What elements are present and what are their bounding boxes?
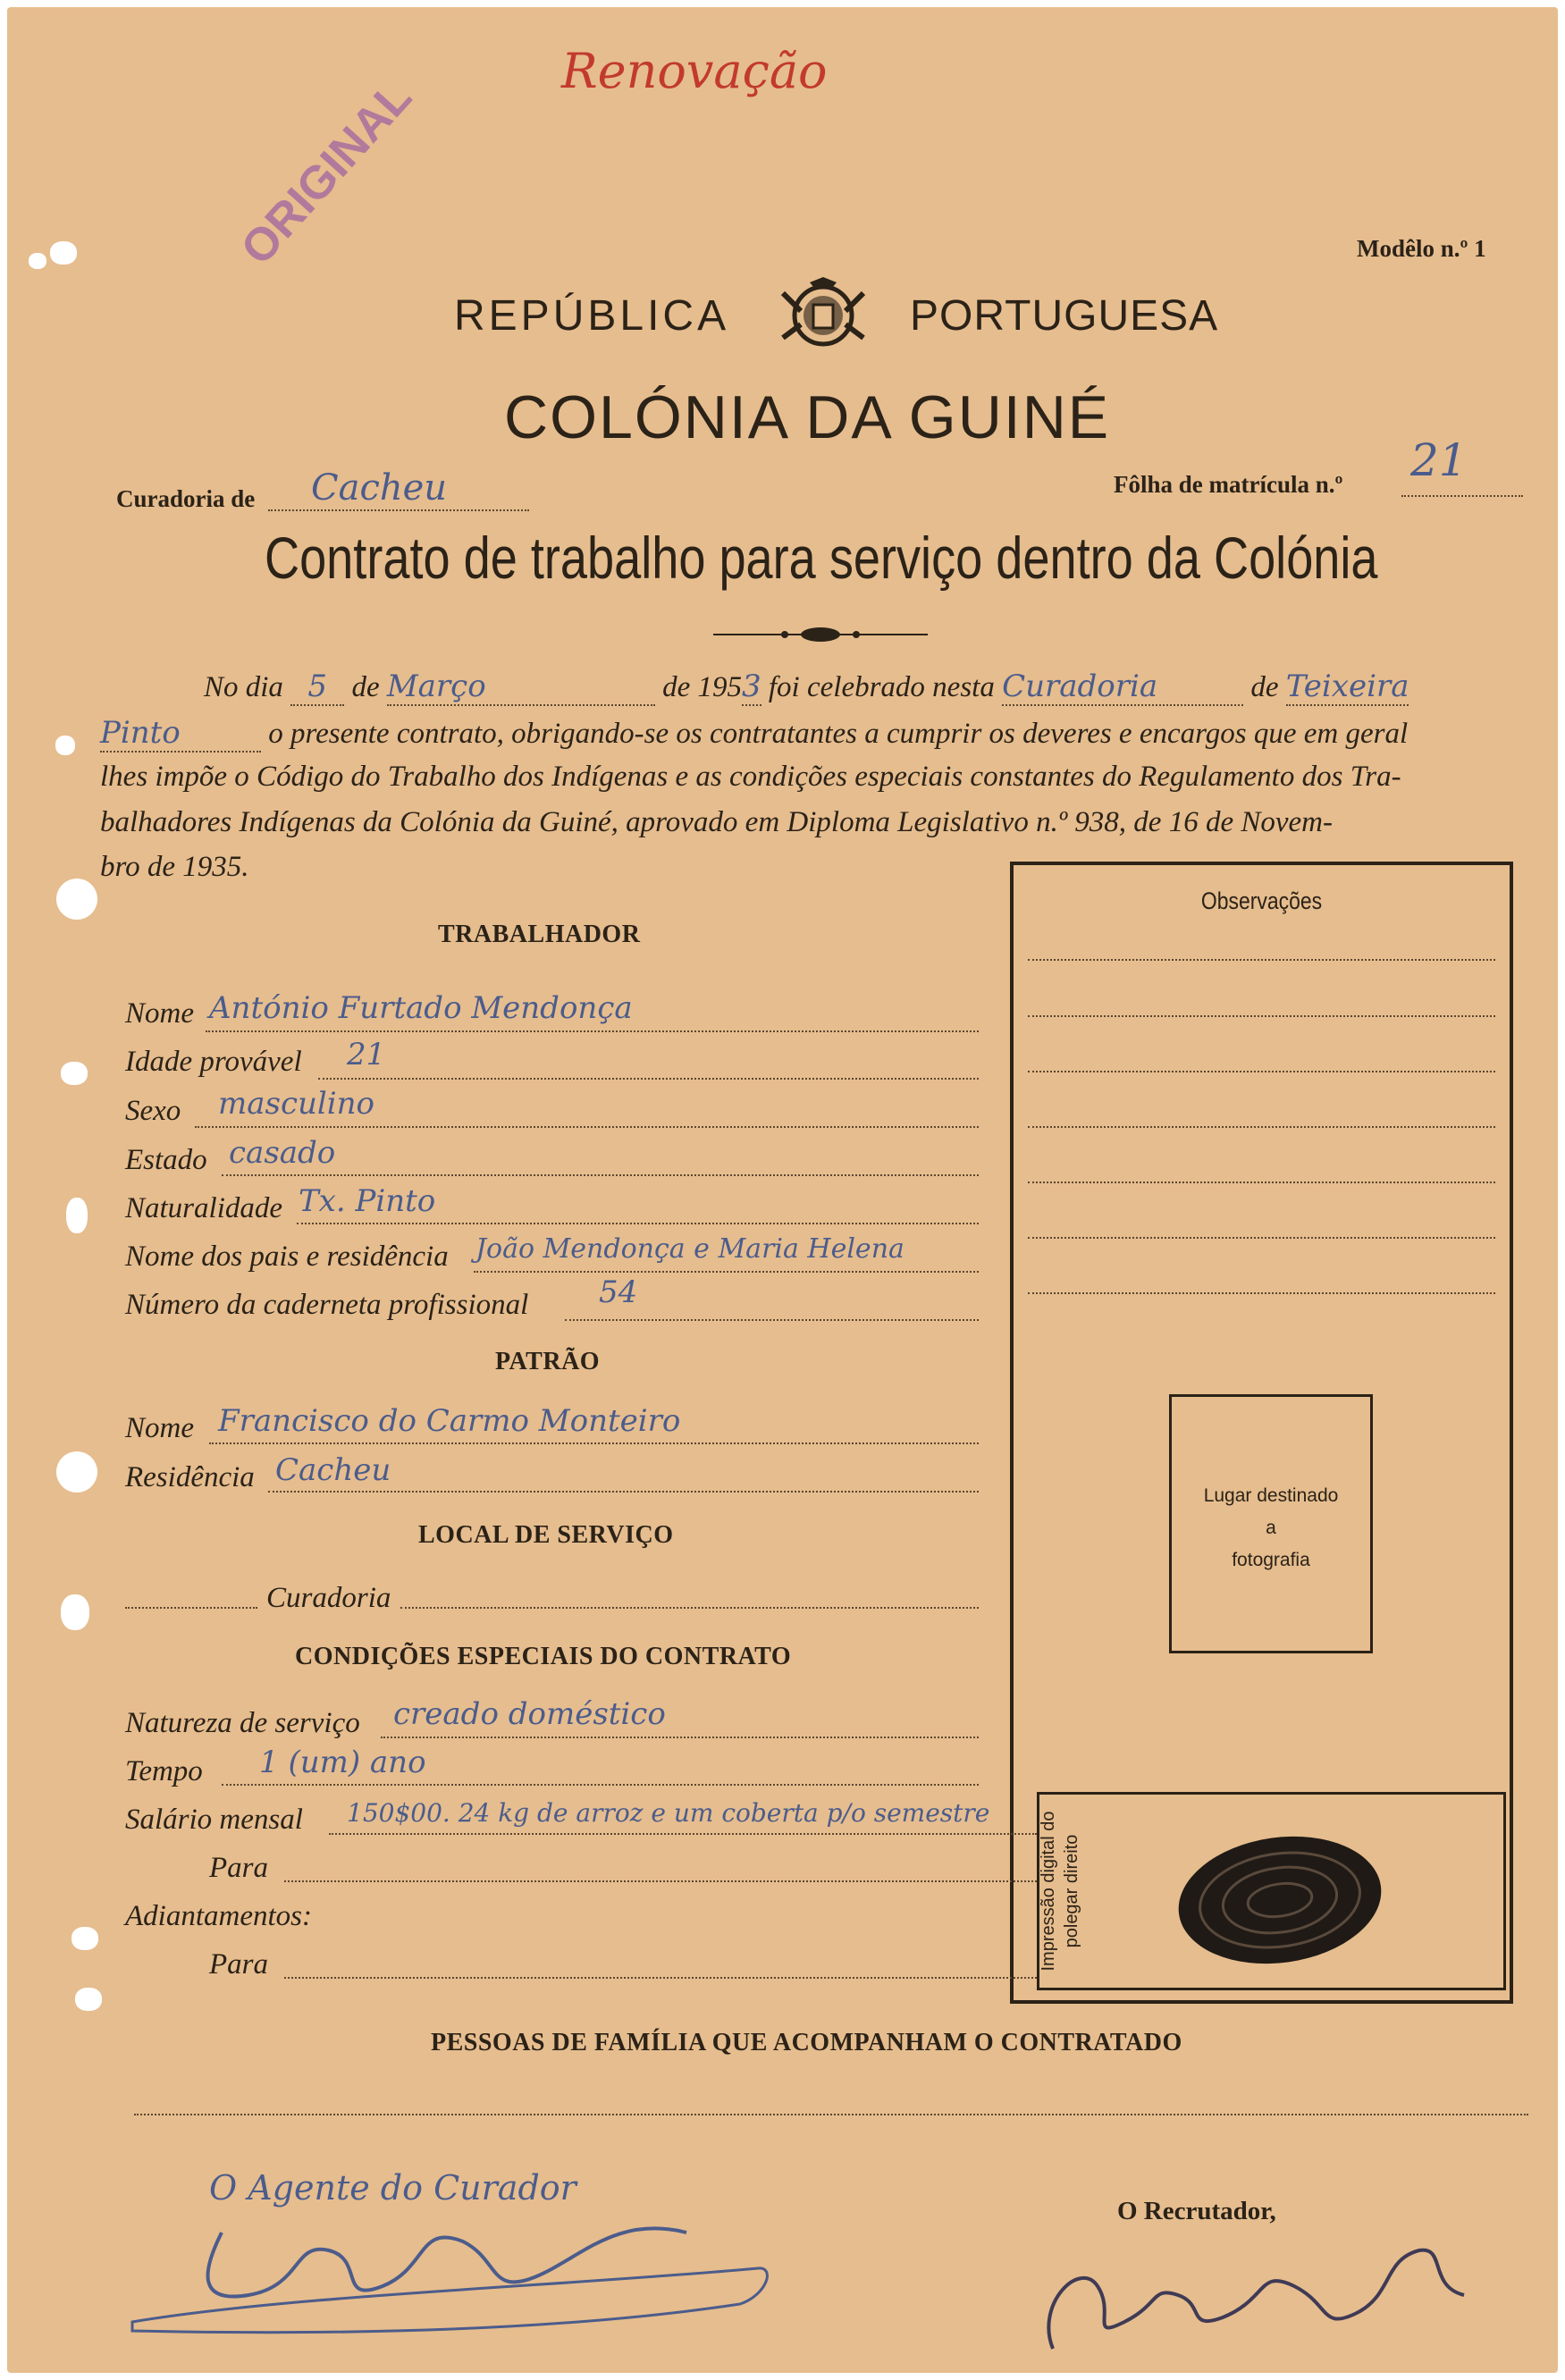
caderneta-line <box>565 1319 979 1321</box>
place-field[interactable]: Curadoria <box>1002 669 1243 706</box>
punch-hole <box>56 879 97 920</box>
intro-text: de 195 <box>662 671 742 703</box>
renovacao-stamp: Renovação <box>561 43 828 99</box>
month-field[interactable]: Março <box>387 669 655 706</box>
observacoes-heading: Observações <box>1200 887 1323 914</box>
naturalidade-value[interactable]: Tx. Pinto <box>299 1183 436 1219</box>
folha-value[interactable]: 21 <box>1410 434 1468 486</box>
local-curadoria-label: Curadoria <box>266 1582 391 1614</box>
recrutador-signature <box>999 2233 1500 2367</box>
place-field-3[interactable]: Pinto <box>100 715 261 753</box>
punch-notch <box>66 1198 88 1233</box>
intro-line-1 <box>204 669 1409 706</box>
curadoria-line <box>268 509 529 511</box>
obs-line[interactable] <box>1028 1292 1495 1294</box>
residencia-label: Residência <box>125 1461 255 1493</box>
recrutador-label: O Recrutador, <box>1117 2197 1276 2225</box>
photo-label-line: a <box>1266 1518 1276 1538</box>
tempo-value[interactable]: 1 (um) ano <box>259 1745 426 1780</box>
caderneta-value[interactable]: 54 <box>599 1274 638 1310</box>
patrao-nome-line <box>209 1442 979 1444</box>
photo-label-line: Lugar destinado <box>1203 1485 1339 1506</box>
trab-nome-line <box>206 1030 979 1032</box>
familia-heading: PESSOAS DE FAMÍLIA QUE ACOMPANHAM O CONTRATADO <box>431 2029 1182 2056</box>
local-line[interactable] <box>125 1607 257 1609</box>
obs-line[interactable] <box>1028 1126 1495 1128</box>
estado-value[interactable]: casado <box>229 1135 336 1171</box>
punch-notch <box>55 736 75 755</box>
residencia-value[interactable]: Cacheu <box>275 1452 391 1488</box>
document-title: Contrato de trabalho para serviço dentro da Colónia <box>265 525 1378 591</box>
day-field[interactable]: 5 <box>290 669 344 706</box>
condicoes-heading: CONDIÇÕES ESPECIAIS DO CONTRATO <box>295 1643 792 1670</box>
folha-label: Fôlha de matrícula n.º <box>1114 471 1343 498</box>
tempo-label: Tempo <box>125 1755 203 1787</box>
natureza-label: Natureza de serviço <box>125 1707 360 1739</box>
punch-notch <box>50 241 77 265</box>
intro-text: No dia <box>204 671 283 703</box>
intro-text: de <box>1250 671 1279 703</box>
thumbprint-icon <box>1169 1823 1393 1975</box>
salario-value[interactable]: 150$00. 24 kg de arroz e um coberta p/o semestre <box>347 1798 990 1828</box>
intro-text: o presente contrato, obrigando-se os contratantes a cumprir os deveres e encargos que em geral <box>268 718 1409 750</box>
residencia-line <box>268 1491 979 1493</box>
agente-text: O Agente do Curador <box>209 2168 576 2208</box>
idade-value[interactable]: 21 <box>347 1037 386 1072</box>
patrao-heading: PATRÃO <box>495 1348 601 1375</box>
ornament-divider <box>713 624 928 645</box>
obs-line[interactable] <box>1028 959 1495 961</box>
local-line-2[interactable] <box>400 1607 979 1609</box>
intro-line-3: lhes impõe o Código do Trabalho dos Indígenas e as condições especiais constantes do Regulamento dos Tra- <box>100 761 1401 793</box>
sexo-value[interactable]: masculino <box>218 1086 375 1122</box>
intro-text: de <box>351 671 380 703</box>
para2-label: Para <box>209 1948 268 1981</box>
intro-text: foi celebrado nesta <box>768 671 995 703</box>
obs-line[interactable] <box>1028 1182 1495 1183</box>
salario-line <box>329 1833 1037 1835</box>
obs-line[interactable] <box>1028 1237 1495 1239</box>
trab-nome-value[interactable]: António Furtado Mendonça <box>209 990 633 1026</box>
local-heading: LOCAL DE SERVIÇO <box>418 1521 674 1549</box>
obs-line[interactable] <box>1028 1071 1495 1072</box>
estado-label: Estado <box>125 1144 207 1176</box>
natureza-line <box>381 1737 979 1738</box>
obs-line[interactable] <box>1028 1015 1495 1017</box>
republica-left: REPÚBLICA <box>454 292 730 340</box>
idade-line <box>318 1078 979 1080</box>
coat-of-arms-icon <box>774 275 872 356</box>
colonia-heading: COLÓNIA DA GUINÉ <box>504 383 1111 451</box>
sexo-line <box>195 1126 979 1128</box>
modelo-number: Modêlo n.º 1 <box>1357 235 1486 262</box>
curadoria-value[interactable]: Cacheu <box>311 467 448 509</box>
trab-nome-label: Nome <box>125 997 194 1030</box>
trabalhador-heading: TRABALHADOR <box>438 921 641 948</box>
pais-label: Nome dos pais e residência <box>125 1240 449 1273</box>
naturalidade-line <box>297 1223 979 1224</box>
original-stamp: ORIGINAL <box>231 71 422 275</box>
pais-line <box>474 1271 979 1273</box>
punch-notch <box>72 1927 98 1950</box>
punch-notch <box>61 1062 88 1085</box>
patrao-nome-value[interactable]: Francisco do Carmo Monteiro <box>218 1403 681 1439</box>
document-page <box>7 7 1558 2373</box>
salario-label: Salário mensal <box>125 1804 303 1836</box>
photo-label-line: fotografia <box>1232 1550 1310 1570</box>
pais-value[interactable]: João Mendonça e Maria Helena <box>475 1233 905 1265</box>
natureza-value[interactable]: creado doméstico <box>393 1696 666 1732</box>
punch-notch <box>29 253 46 269</box>
estado-line <box>222 1174 979 1176</box>
year-digit-field[interactable]: 3 <box>742 669 761 704</box>
intro-line-2 <box>100 715 1408 753</box>
punch-notch <box>61 1594 89 1630</box>
punch-notch <box>75 1988 102 2011</box>
intro-line-4: balhadores Indígenas da Colónia da Guiné, aprovado em Diploma Legislativo n.º 938, de 16 de Novem- <box>100 806 1333 838</box>
adiantamentos-label: Adiantamentos: <box>125 1900 312 1932</box>
familia-line[interactable] <box>134 2114 1528 2115</box>
republica-right: PORTUGUESA <box>910 292 1219 340</box>
intro-line-5: bro de 1935. <box>100 851 249 883</box>
photo-label <box>1169 1480 1373 1577</box>
agente-signature <box>114 2161 794 2340</box>
thumbprint-label: Impressão digital do polegar direito <box>1039 1811 1081 1972</box>
place-field-2[interactable]: Teixeira <box>1285 669 1409 704</box>
sexo-label: Sexo <box>125 1095 181 1127</box>
caderneta-label: Número da caderneta profissional <box>125 1289 529 1321</box>
punch-hole <box>56 1451 97 1493</box>
patrao-nome-label: Nome <box>125 1412 194 1444</box>
naturalidade-label: Naturalidade <box>125 1192 283 1224</box>
tempo-line <box>222 1784 979 1786</box>
folha-line <box>1401 495 1523 497</box>
para-line[interactable] <box>284 1880 1037 1882</box>
para2-line[interactable] <box>284 1977 1037 1979</box>
curadoria-label: Curadoria de <box>116 485 256 512</box>
idade-label: Idade provável <box>125 1046 302 1078</box>
para-label: Para <box>209 1852 268 1884</box>
